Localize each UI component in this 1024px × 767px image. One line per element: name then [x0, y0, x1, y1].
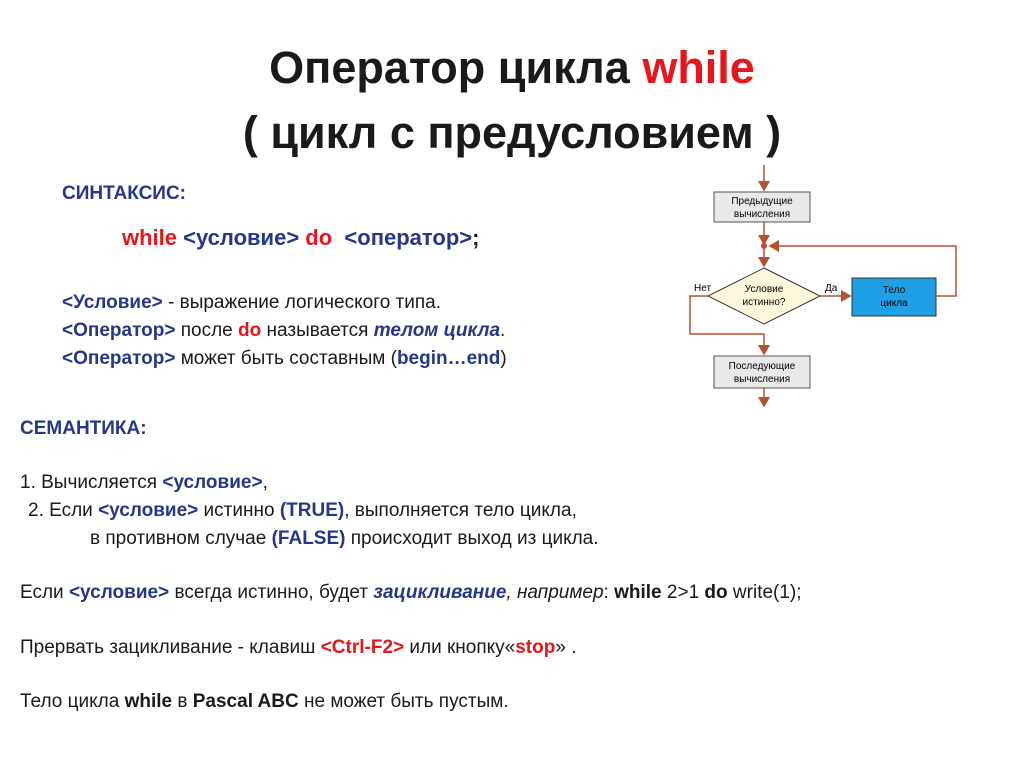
condition-label-1: Условие: [744, 284, 784, 295]
def-text: может быть составным (: [175, 348, 397, 369]
next-label-1: Последующие: [728, 361, 796, 372]
def-text: называется: [261, 320, 374, 341]
sem-false: (FALSE): [271, 528, 346, 549]
def-term: <Условие>: [62, 292, 163, 313]
sem-text: » .: [555, 637, 577, 658]
sem-text: не может быть пустым.: [298, 691, 509, 712]
semantics-item-2: [28, 500, 577, 523]
body-label-1: Тело: [882, 285, 906, 296]
condition-diamond: [708, 268, 820, 324]
code-while: while: [124, 691, 173, 712]
sem-text: Если: [20, 582, 69, 603]
sem-text: происходит выход из цикла.: [345, 528, 599, 549]
title-text: Оператор цикла: [269, 42, 643, 93]
sem-cond: <условие>: [162, 472, 263, 493]
sem-text: 2. Если: [28, 500, 99, 521]
sem-text: 1. Вычисляется: [20, 472, 163, 493]
sem-text: истинно: [198, 500, 280, 521]
sem-text: или кнопку«: [404, 637, 516, 658]
syntax-heading: СИНТАКСИС:: [62, 183, 187, 204]
sem-text: , выполняется тело цикла,: [344, 500, 577, 521]
definition-condition: [62, 292, 441, 315]
semantics-item-1: [20, 472, 268, 495]
condition-label-2: истинно?: [742, 297, 786, 308]
final-note-line: [20, 691, 509, 714]
definition-compound: [62, 348, 507, 371]
sem-text: Прервать зацикливание - клавиш: [20, 637, 321, 658]
sem-text: ,: [262, 472, 268, 493]
syntax-op: <оператор>: [344, 225, 473, 250]
def-italic: телом цикла: [373, 320, 501, 341]
yes-label: Да: [825, 283, 838, 294]
sem-text: в: [172, 691, 193, 712]
code-expr: write(1);: [727, 582, 802, 603]
semantics-heading: СЕМАНТИКА:: [20, 418, 147, 439]
title-line-1: [0, 42, 1024, 93]
syntax-cond: <условие>: [183, 225, 300, 250]
sem-term: зацикливание: [373, 582, 507, 603]
sem-cond: <условие>: [68, 582, 170, 603]
sem-text: в противном случае: [90, 528, 272, 549]
semantics-item-3: [90, 528, 599, 551]
def-text: ): [500, 348, 507, 369]
kw-while: while: [122, 225, 178, 250]
sem-cond: <условие>: [98, 500, 199, 521]
junction-dot: [761, 243, 767, 249]
body-box: [852, 278, 936, 316]
title-line-2: ( цикл с предусловием ): [242, 107, 782, 158]
pascal-abc: Pascal ABC: [192, 691, 299, 712]
stop-label: stop: [515, 637, 556, 658]
sem-text: Тело цикла: [20, 691, 125, 712]
definition-body: [62, 320, 505, 343]
sem-example: , например: [506, 582, 604, 603]
syntax-end: ;: [472, 225, 480, 250]
syntax-line: [122, 225, 479, 251]
def-keyword: begin…end: [396, 348, 501, 369]
def-text: .: [500, 320, 506, 341]
sem-text: :: [603, 582, 615, 603]
def-term: <Оператор>: [62, 320, 176, 341]
code-while: while: [614, 582, 662, 603]
no-label: Нет: [694, 283, 712, 294]
flowchart-diagram: [680, 160, 980, 410]
key-ctrl-f2: <Ctrl-F2>: [320, 637, 405, 658]
break-loop-line: [20, 637, 576, 660]
prev-label-2: вычисления: [733, 209, 791, 220]
def-text: после: [175, 320, 239, 341]
sem-text: всегда истинно, будет: [169, 582, 374, 603]
infinite-loop-line: [20, 582, 802, 605]
def-text: - выражение логического типа.: [162, 292, 442, 313]
sem-true: (TRUE): [279, 500, 345, 521]
def-keyword: do: [238, 320, 262, 341]
title-keyword: while: [642, 42, 755, 93]
kw-do: do: [305, 225, 333, 250]
code-expr: 2>1: [661, 582, 705, 603]
next-label-2: вычисления: [733, 374, 791, 385]
body-label-2: цикла: [880, 298, 908, 309]
code-do: do: [704, 582, 728, 603]
prev-label-1: Предыдущие: [731, 196, 793, 207]
def-term: <Оператор>: [62, 348, 176, 369]
